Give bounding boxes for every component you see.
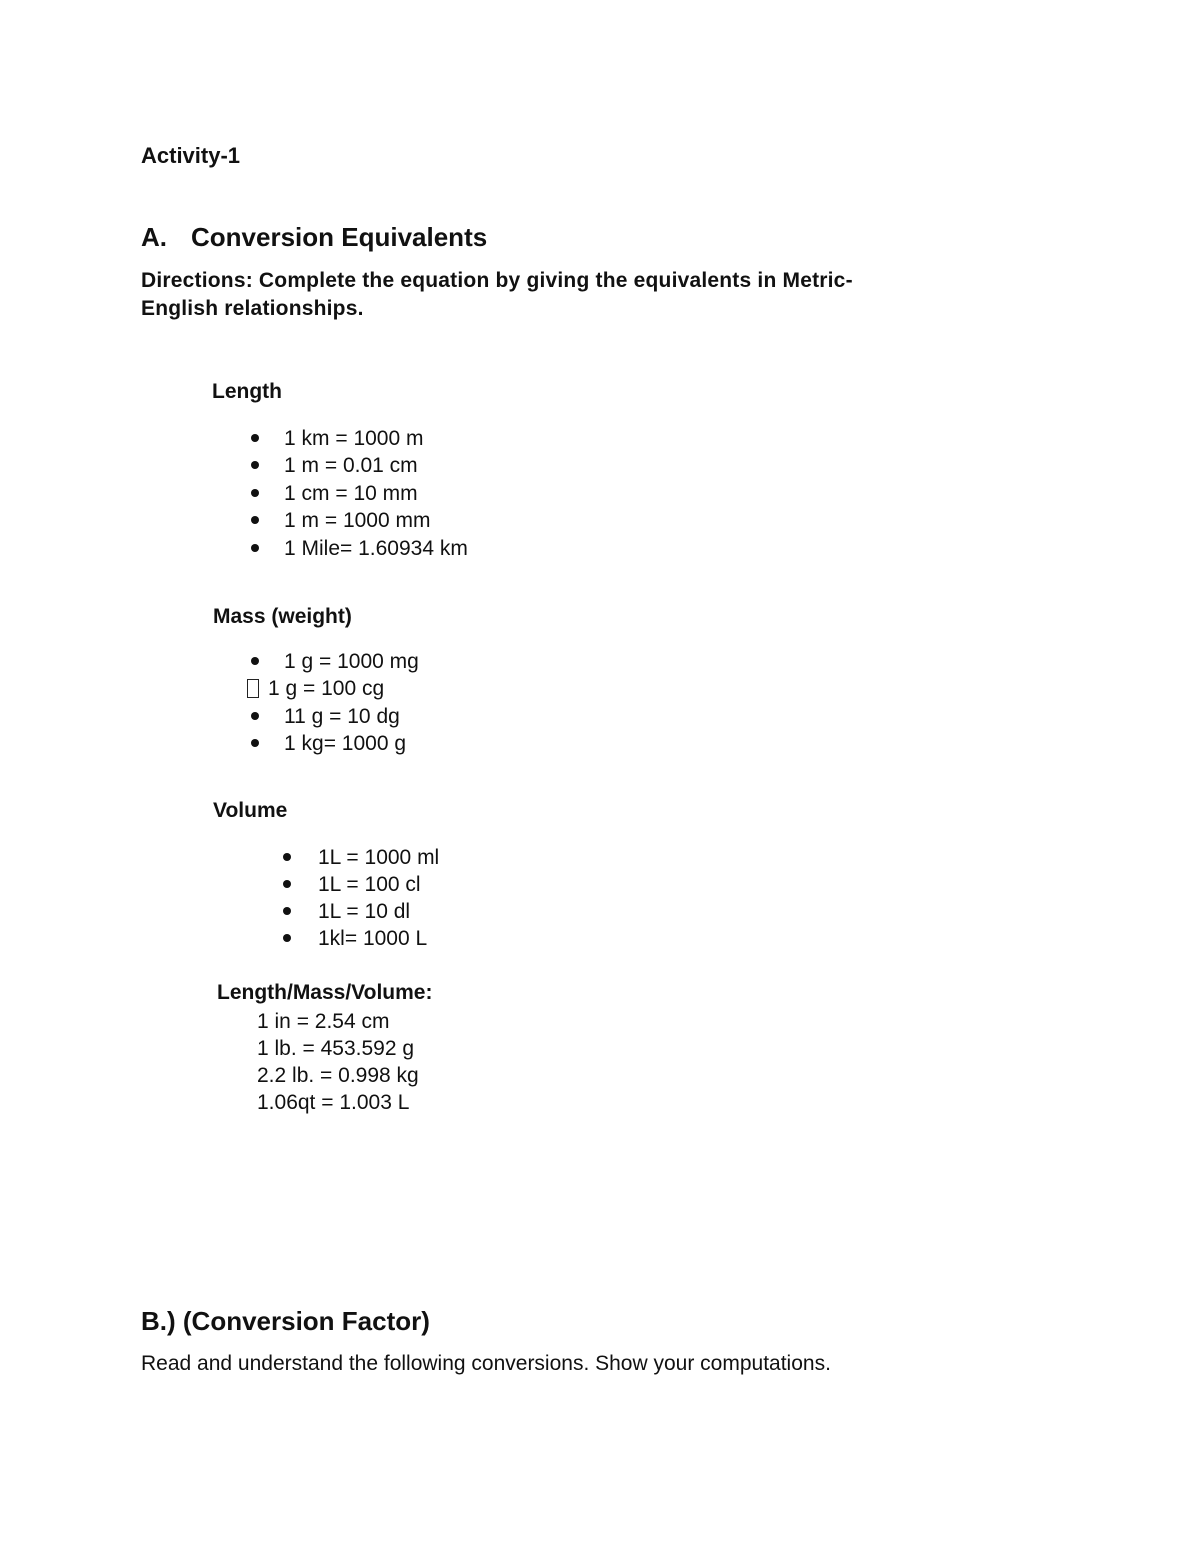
bullet-icon: [251, 739, 259, 747]
volume-item-4: 1kl= 1000 L: [318, 927, 428, 950]
section-b-heading: B.) (Conversion Factor): [141, 1306, 430, 1336]
lmv-item-1: 1 in = 2.54 cm: [257, 1010, 390, 1033]
bullet-icon: [251, 657, 259, 665]
length-item-5: 1 Mile= 1.60934 km: [284, 537, 468, 560]
length-item-1: 1 km = 1000 m: [284, 427, 424, 450]
length-heading: Length: [212, 380, 282, 403]
section-a-title: Conversion Equivalents: [191, 222, 488, 252]
volume-item-2: 1L = 100 cl: [318, 873, 421, 896]
mass-item-1: 1 g = 1000 mg: [284, 650, 419, 673]
directions-line-1: Directions: Complete the equation by giving the equivalents in Metric-: [141, 269, 853, 292]
volume-item-3: 1L = 10 dl: [318, 900, 411, 923]
directions: [141, 267, 853, 323]
bullet-icon: [251, 461, 259, 469]
volume-item-1: 1L = 1000 ml: [318, 846, 440, 869]
section-b-instruction: Read and understand the following conversions. Show your computations.: [141, 1352, 831, 1375]
bullet-icon: [283, 853, 291, 861]
bullet-icon: [283, 934, 291, 942]
mass-heading: Mass (weight): [213, 605, 352, 628]
bullet-icon: [251, 434, 259, 442]
activity-title: Activity-1: [141, 143, 241, 168]
bullet-icon: [251, 489, 259, 497]
bullet-icon: [251, 544, 259, 552]
length-item-4: 1 m = 1000 mm: [284, 509, 431, 532]
length-item-3: 1 cm = 10 mm: [284, 482, 418, 505]
mass-item-3: 11 g = 10 dg: [284, 705, 400, 728]
bullet-icon: [283, 880, 291, 888]
bullet-icon: [283, 907, 291, 915]
lmv-item-4: 1.06qt = 1.003 L: [257, 1091, 410, 1114]
mass-item-2: 1 g = 100 cg: [268, 677, 385, 700]
lmv-heading: Length/Mass/Volume:: [217, 981, 433, 1004]
lmv-item-2: 1 lb. = 453.592 g: [257, 1037, 415, 1060]
length-item-2: 1 m = 0.01 cm: [284, 454, 418, 477]
section-a-letter: A.: [141, 222, 167, 252]
missing-glyph-icon: [247, 679, 259, 698]
bullet-icon: [251, 516, 259, 524]
bullet-icon: [251, 712, 259, 720]
lmv-item-3: 2.2 lb. = 0.998 kg: [257, 1064, 419, 1087]
volume-heading: Volume: [213, 799, 288, 822]
mass-item-4: 1 kg= 1000 g: [284, 732, 407, 755]
directions-line-2: English relationships.: [141, 297, 364, 320]
section-a-heading: [141, 222, 487, 253]
